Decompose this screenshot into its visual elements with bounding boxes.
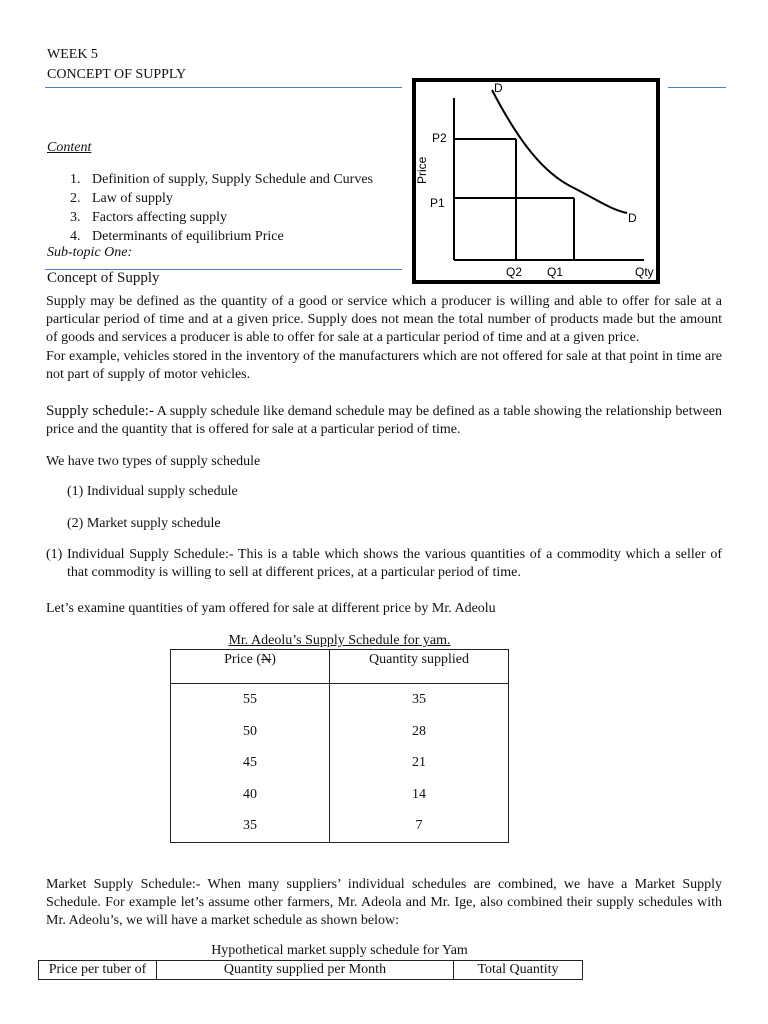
- table-cell: 28: [412, 723, 426, 739]
- week-label: WEEK 5: [47, 47, 98, 62]
- content-label: Content: [47, 140, 92, 155]
- header-price: Price (N): [171, 650, 330, 684]
- table-cell: 50: [243, 723, 257, 739]
- demand-curve-chart: [412, 78, 660, 284]
- market-schedule-table: [38, 960, 583, 980]
- table-cell: 7: [415, 818, 423, 833]
- table-caption: Mr. Adeolu’s Supply Schedule for yam.: [228, 633, 451, 648]
- section-title: Concept of Supply: [47, 270, 160, 286]
- divider: [668, 87, 726, 88]
- curve-label-top: D: [494, 81, 503, 95]
- example-paragraph: For example, vehicles stored in the inventory of the manufacturers which are not offered for sale at that point in time are not part of supply of motor vehicles.: [46, 349, 722, 382]
- table-caption: Hypothetical market supply schedule for Yam: [211, 943, 468, 958]
- table-header-row: [171, 650, 509, 684]
- topic-list: [70, 170, 373, 246]
- subtopic-label: Sub-topic One:: [47, 245, 133, 260]
- tick-label-p1: P1: [430, 196, 445, 210]
- header-quantity: Quantity supplied: [330, 650, 509, 684]
- x-axis-label: Qty: [635, 265, 654, 279]
- supply-schedule-paragraph: Supply schedule:- A supply schedule like demand schedule may be defined as a table showing the relationship between price and the quantity that is offered for sale at a particular period of time.: [46, 403, 723, 437]
- types-intro: We have two types of supply schedule: [46, 454, 261, 469]
- table-header-row: [39, 961, 583, 980]
- schedule-type-item: (2) Market supply schedule: [67, 516, 221, 531]
- tick-label-q1: Q1: [547, 265, 564, 279]
- y-axis-label: Price: [415, 156, 429, 184]
- page-title: CONCEPT OF SUPPLY: [47, 67, 187, 82]
- list-item: 4. Determinants of equilibrium Price: [70, 229, 284, 244]
- chart-frame: [414, 80, 658, 282]
- list-item: 3. Factors affecting supply: [70, 210, 228, 225]
- tick-label-q2: Q2: [506, 265, 523, 279]
- table-header-cell: Total Quantity: [454, 961, 583, 980]
- table-cell: 55: [243, 692, 257, 707]
- price-column: [171, 684, 330, 843]
- examine-paragraph: Let’s examine quantities of yam offered for sale at different price by Mr. Adeolu: [46, 601, 496, 616]
- quantity-column: [330, 684, 509, 843]
- definition-paragraph: Supply may be defined as the quantity of a good or service which a producer is willing and able to offer for sale at a particular period of time and at a given price. Supply does not mean the total number of products made but the amount of goods and services a producer is able to offer for sale at a particular period of time and at a given price.: [46, 294, 722, 345]
- curve-label-bottom: D: [628, 211, 637, 225]
- table-cell: 35: [243, 818, 257, 833]
- table-header-cell: Quantity supplied per Month: [157, 961, 454, 980]
- table-cell: 14: [412, 786, 426, 802]
- table-cell: 40: [243, 786, 257, 802]
- schedule-type-item: (1) Individual supply schedule: [67, 484, 238, 499]
- supply-schedule-table: [170, 649, 509, 843]
- table-header-cell: Price per tuber of: [39, 961, 157, 980]
- table-cell: 45: [243, 755, 257, 770]
- divider: [45, 269, 402, 270]
- individual-schedule-definition: (1) Individual Supply Schedule:- This is a table which shows the various quantities of a commodity which a seller of that commodity is willing to sell at different prices, at a particular period of time.: [46, 547, 722, 580]
- divider: [45, 87, 402, 88]
- table-cell: 35: [412, 692, 426, 707]
- list-item: 2. Law of supply: [70, 191, 173, 206]
- table-body-row: [171, 684, 509, 843]
- list-item: 1. Definition of supply, Supply Schedule and Curves: [70, 172, 374, 187]
- market-schedule-definition: Market Supply Schedule:- When many suppliers’ individual schedules are combined, we have a Market Supply Schedule. For example let’s assume other farmers, Mr. Adeola and Mr. Ige, also combined their supply schedules with Mr. Adeolu’s, we will have a market schedule as shown below:: [46, 877, 722, 928]
- tick-label-p2: P2: [432, 131, 447, 145]
- table-cell: 21: [412, 755, 426, 770]
